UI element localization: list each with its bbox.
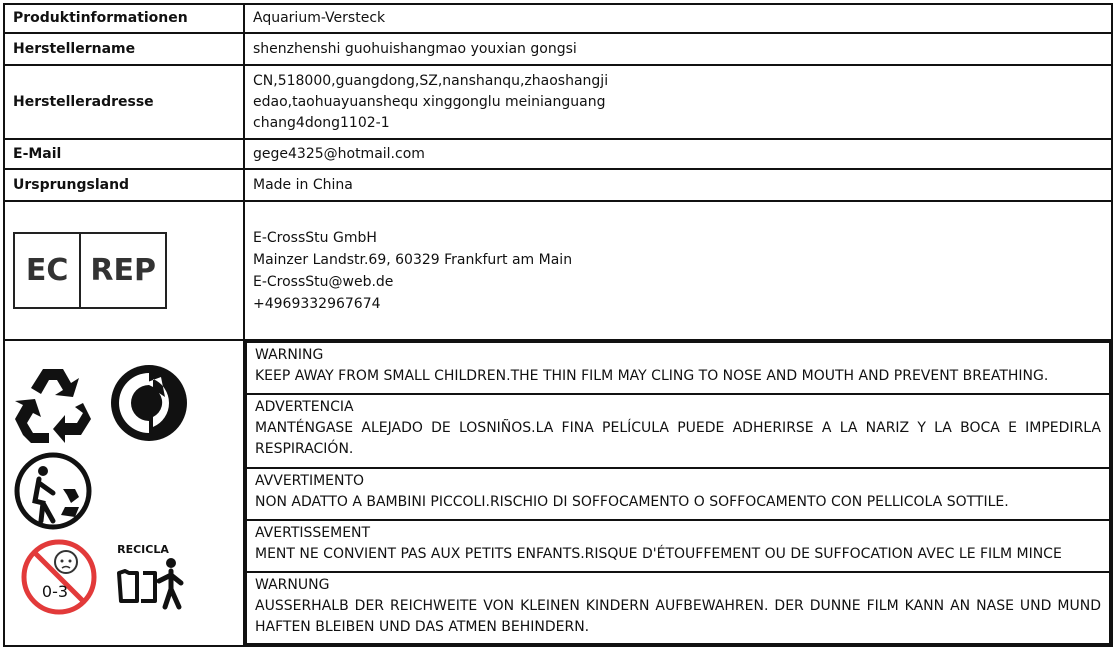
warning-de-title: WARNUNG <box>255 577 330 593</box>
recicla-label: RECICLA <box>117 543 169 556</box>
ec-rep-right: REP <box>79 234 165 307</box>
label-origin-country: Ursprungsland <box>4 169 244 201</box>
value-email: gege4325@hotmail.com <box>244 139 1112 169</box>
warning-it <box>246 468 1110 520</box>
recycle-icon <box>13 363 93 443</box>
age-warning-icon <box>19 537 99 617</box>
value-manufacturer-address <box>244 65 1112 139</box>
warning-es-title: ADVERTENCIA <box>255 399 354 415</box>
warning-en <box>246 342 1110 394</box>
label-product-info: Produktinformationen <box>4 4 244 33</box>
label-manufacturer-address: Herstelleradresse <box>4 65 244 139</box>
value-manufacturer-name: shenzhenshi guohuishangmao youxian gongsi <box>244 33 1112 65</box>
row-product-info <box>4 4 1112 33</box>
tidyman-recycle-icon <box>13 451 93 531</box>
address-line-1: CN,518000,guangdong,SZ,nanshanqu,zhaoshangji <box>253 72 609 89</box>
row-email <box>4 139 1112 169</box>
warning-fr-body: MENT NE CONVIENT PAS AUX PETITS ENFANTS.RISQUE D'ÉTOUFFEMENT OU DE SUFFOCATION AVEC LE FILM MINCE <box>255 546 1062 562</box>
ec-rep-email: E-CrossStu@web.de <box>253 273 394 290</box>
warning-fr-title: AVERTISSEMENT <box>255 525 371 541</box>
row-manufacturer-address <box>4 65 1112 139</box>
ec-rep-address: Mainzer Landstr.69, 60329 Frankfurt am Main <box>253 251 573 268</box>
ec-rep-company: E-CrossStu GmbH <box>253 229 377 246</box>
address-line-2: edao,taohuayuanshequ xinggonglu meinianguang <box>253 93 606 110</box>
warning-fr <box>246 520 1110 572</box>
row-ec-rep <box>4 201 1112 340</box>
ec-rep-symbol-cell <box>4 201 244 340</box>
ec-rep-symbol <box>13 232 167 309</box>
row-warnings <box>4 340 1112 646</box>
row-manufacturer-name <box>4 33 1112 65</box>
label-email: E-Mail <box>4 139 244 169</box>
warning-es-body: MANTÉNGASE ALEJADO DE LOSNIÑOS.LA FINA PELÍCULA PUEDE ADHERIRSE A LA NARIZ Y LA BOCA E IMPEDIRLA RESPIRACIÓN. <box>255 420 1101 457</box>
age-label: 0-3 <box>41 582 69 601</box>
ec-rep-phone: +4969332967674 <box>253 295 381 312</box>
row-origin-country <box>4 169 1112 201</box>
warning-de <box>246 572 1110 644</box>
warning-it-body: NON ADATTO A BAMBINI PICCOLI.RISCHIO DI SOFFOCAMENTO O SOFFOCAMENTO CON PELLICOLA SOTTILE. <box>255 494 1009 510</box>
value-product-info: Aquarium-Versteck <box>244 4 1112 33</box>
warning-en-body: KEEP AWAY FROM SMALL CHILDREN.THE THIN FILM MAY CLING TO NOSE AND MOUTH AND PREVENT BREATHING. <box>255 368 1049 384</box>
warning-es <box>246 394 1110 468</box>
label-manufacturer-name: Herstellername <box>4 33 244 65</box>
value-origin-country: Made in China <box>244 169 1112 201</box>
warnings-table <box>245 341 1111 645</box>
icons-cell <box>4 340 244 646</box>
product-info-table <box>3 3 1113 647</box>
warnings-cell <box>244 340 1112 646</box>
ec-rep-left: EC <box>25 253 69 288</box>
warning-it-title: AVVERTIMENTO <box>255 473 365 489</box>
green-dot-icon <box>109 363 189 443</box>
ec-rep-details <box>244 201 1112 340</box>
recicla-icon <box>115 541 189 613</box>
warning-en-title: WARNING <box>255 347 324 363</box>
warning-de-body: AUSSERHALB DER REICHWEITE VON KLEINEN KINDERN AUFBEWAHREN. DER DUNNE FILM KANN AN NASE UND MUND HAFTEN BLEIBEN UND DAS ATMEN BEHINDERN. <box>255 598 1101 635</box>
address-line-3: chang4dong1102-1 <box>253 114 390 131</box>
